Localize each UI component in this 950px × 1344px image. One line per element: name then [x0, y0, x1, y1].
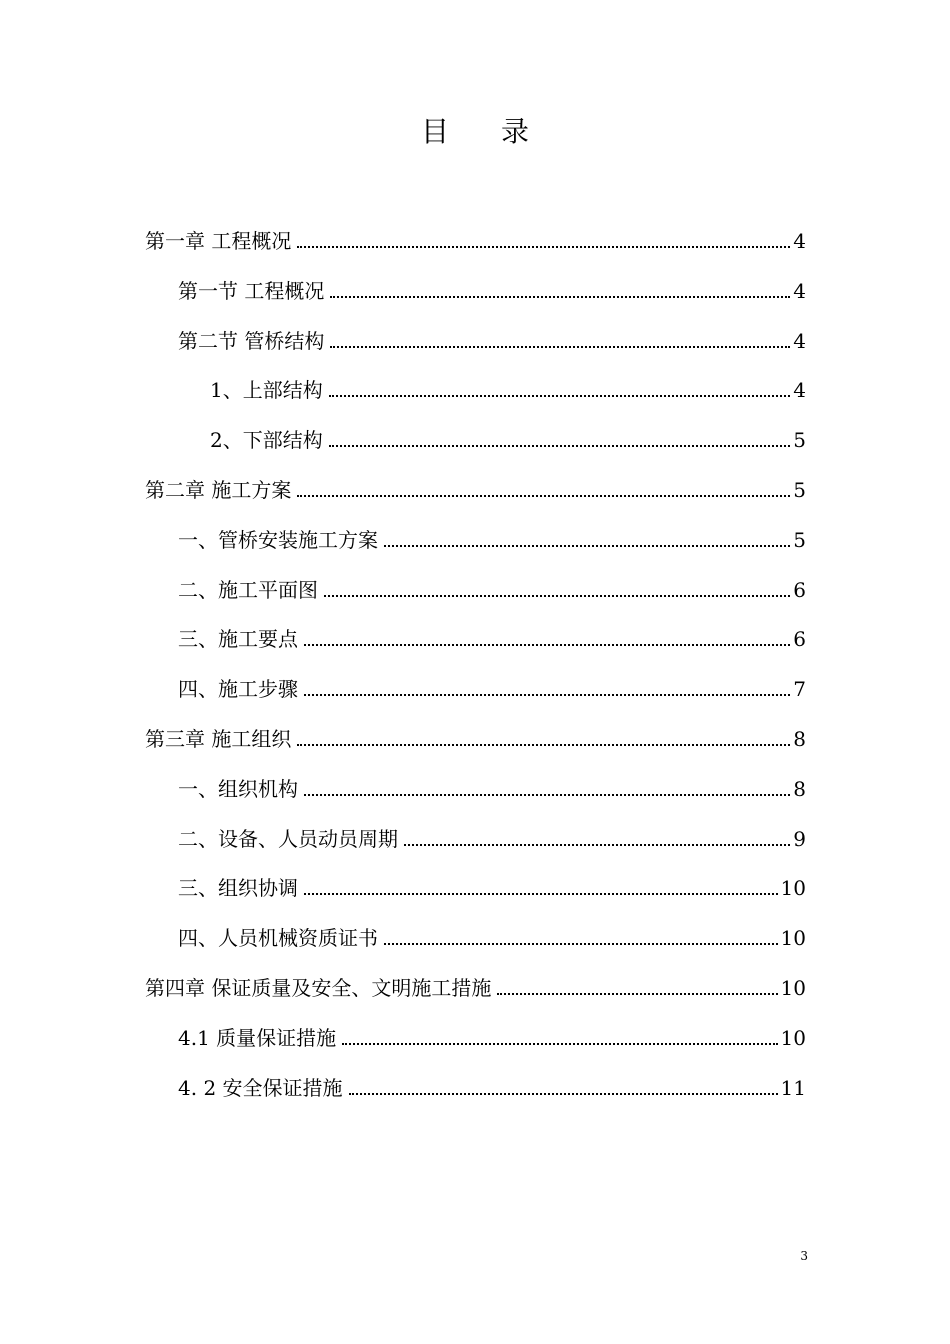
toc-entry[interactable] — [145, 712, 806, 752]
toc-entry-title: 二、设备、人员动员周期 — [178, 826, 398, 851]
toc-leader-dots — [404, 826, 790, 852]
toc-entry-title: 三、组织协调 — [178, 876, 298, 901]
toc-entry[interactable] — [178, 1011, 806, 1051]
toc-leader-dots — [329, 377, 791, 403]
toc-entry-title: 一、管桥安装施工方案 — [178, 527, 378, 552]
toc-entry-page: 8 — [793, 727, 806, 751]
toc-entry[interactable] — [178, 762, 806, 802]
toc-entry-title: 1、上部结构 — [210, 378, 323, 403]
toc-entry-page: 10 — [780, 926, 806, 951]
toc-leader-dots — [349, 1075, 778, 1101]
toc-leader-dots — [304, 676, 790, 702]
toc-entry[interactable] — [178, 513, 806, 553]
toc-entry-page: 5 — [793, 428, 806, 453]
toc-leader-dots — [297, 228, 790, 254]
toc-entry[interactable] — [178, 662, 806, 702]
toc-entry-page: 8 — [793, 776, 806, 801]
toc-entry-page: 5 — [793, 527, 806, 552]
toc-entry-title: 四、人员机械资质证书 — [178, 926, 378, 951]
toc-entry-page: 10 — [780, 876, 806, 901]
toc-entry-page: 4 — [793, 328, 806, 353]
toc-entry-title: 第三章 施工组织 — [145, 727, 292, 751]
page-title: 目录 — [420, 115, 581, 148]
toc-entry[interactable] — [210, 413, 806, 453]
toc-leader-dots — [330, 278, 790, 304]
toc-entry-page: 10 — [780, 1025, 806, 1050]
page-number: 3 — [800, 1249, 808, 1263]
toc-entry[interactable] — [178, 314, 806, 354]
toc-leader-dots — [304, 626, 790, 652]
toc-entry-title: 一、组织机构 — [178, 776, 298, 801]
toc-leader-dots — [329, 427, 791, 453]
toc-entry-page: 4 — [793, 229, 806, 253]
toc-leader-dots — [342, 1025, 777, 1051]
toc-entry[interactable] — [178, 911, 806, 951]
toc-entry[interactable] — [145, 463, 806, 503]
toc-entry-page: 9 — [793, 826, 806, 851]
toc-entry-title: 四、施工步骤 — [178, 677, 298, 702]
toc-entry[interactable] — [178, 563, 806, 603]
toc-entry-page: 11 — [780, 1075, 806, 1100]
toc-leader-dots — [384, 925, 778, 951]
toc-entry-page: 5 — [793, 478, 806, 502]
toc-entry-title: 第二章 施工方案 — [145, 478, 292, 502]
toc-entry[interactable] — [210, 363, 806, 403]
toc-entry-page: 4 — [793, 278, 806, 303]
toc-entry-title: 4. 2 安全保证措施 — [178, 1075, 343, 1100]
toc-leader-dots — [497, 975, 777, 1001]
toc-entry-title: 第二节 管桥结构 — [178, 328, 325, 353]
toc-entry-page: 4 — [793, 378, 806, 403]
toc-entry-title: 第一章 工程概况 — [145, 229, 292, 253]
toc-entry-title: 三、施工要点 — [178, 627, 298, 652]
toc-entry-title: 二、施工平面图 — [178, 577, 318, 602]
toc-entry-title: 4.1 质量保证措施 — [178, 1025, 337, 1050]
toc-entry-page: 10 — [780, 976, 806, 1000]
toc-leader-dots — [297, 726, 790, 752]
toc-entry-page: 7 — [793, 677, 806, 702]
toc-leader-dots — [304, 875, 778, 901]
toc-entry-title: 第四章 保证质量及安全、文明施工措施 — [145, 976, 492, 1000]
toc-entry-title: 2、下部结构 — [210, 428, 323, 453]
toc-entry[interactable] — [178, 612, 806, 652]
toc-entry-title: 第一节 工程概况 — [178, 278, 325, 303]
toc-entry[interactable] — [145, 961, 806, 1001]
toc-leader-dots — [384, 527, 790, 553]
toc-leader-dots — [297, 477, 790, 503]
toc-entry[interactable] — [178, 861, 806, 901]
toc-leader-dots — [304, 776, 790, 802]
toc-entry-page: 6 — [793, 577, 806, 602]
toc-leader-dots — [324, 577, 790, 603]
toc-entry[interactable] — [178, 812, 806, 852]
toc-entry[interactable] — [178, 264, 806, 304]
toc-leader-dots — [330, 328, 790, 354]
toc-entry[interactable] — [178, 1061, 806, 1101]
toc-entry-page: 6 — [793, 627, 806, 652]
toc-entry[interactable] — [145, 214, 806, 254]
